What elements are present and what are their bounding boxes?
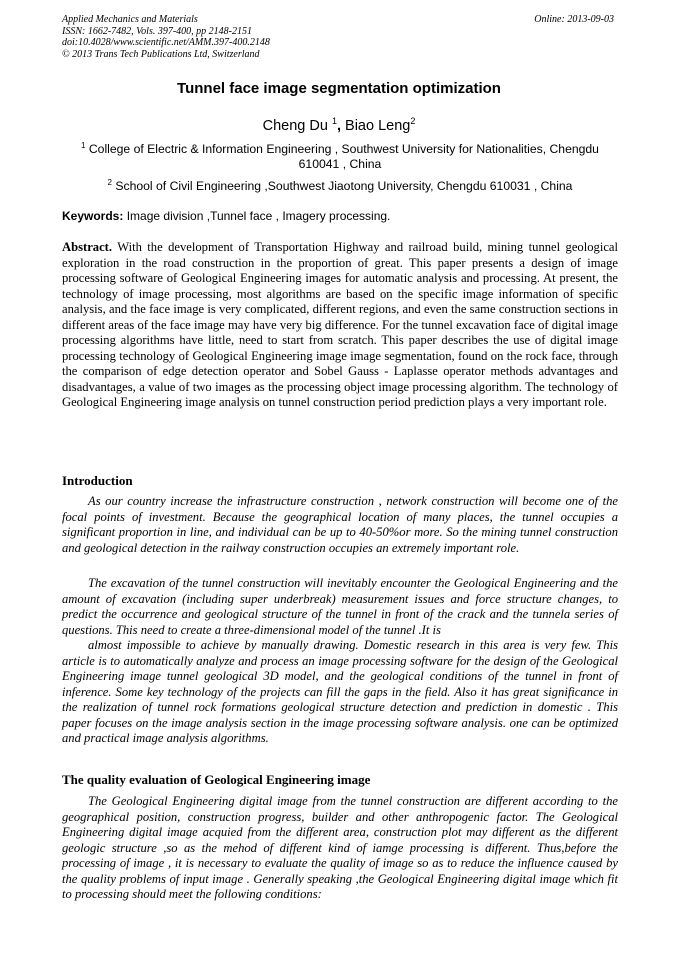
author-line (0, 116, 678, 134)
affiliation-marker: 1 (331, 116, 337, 126)
keywords-line (62, 209, 618, 223)
quality-paragraph-1: The Geological Engineering digital image from the tunnel construction are different according to the geographical position, construction progress, builder and other anthropogenic factor. The Geological Engineering digital image acquied from the different area, construction plot may different as the different geologic structure ,so as the mehod of different kind of iamge processing is different. Thus,before the processing of image , it is necessary to evaluate the quality of image so as to reduce the influence caused by the quality problems of input image . Generally speaking ,the Geological Engineering digital image which fit to processing should meet the following conditions: (62, 794, 618, 901)
paper-title: Tunnel face image segmentation optimization (177, 80, 501, 97)
intro-paragraph-2 (62, 576, 618, 747)
intro-paragraph-2-part-a: The excavation of the tunnel construction will inevitably encounter the Geological Engineering and the amount of excavation (including super underbreak) measurement issues and force structure changes, to predict the occurrence and geological structure of the tunnel in front of the crack and the tunnela series of questions. This need to create a three-dimensional model of the tunnel .It is (62, 576, 618, 637)
journal-name: Applied Mechanics and Materials (62, 14, 198, 25)
issn-line: ISSN: 1662-7482, Vols. 397-400, pp 2148-2151 (62, 25, 252, 37)
affiliation-number: 1 (81, 141, 86, 150)
online-date: Online: 2013-09-03 (534, 14, 614, 25)
author-separator: , (336, 117, 341, 134)
copyright-line: © 2013 Trans Tech Publications Ltd, Switzerland (62, 48, 260, 60)
doi-line[interactable]: doi:10.4028/www.scientific.net/AMM.397-400.2148 (62, 37, 270, 48)
abstract-paragraph (62, 240, 618, 411)
intro-paragraph-2-part-b: almost impossible to achieve by manually drawing. Domestic research in this area is very few. This article is to automatically analyze and process an image processing software for the design of the Geological Engineering image tunnel geological 3D model, and the geological conditions of the tunnel in front of inference. Some key technology of the projects can fill the gaps in the field. Also it has great significance in the realization of tunnel rock formations geological structure detection and prediction in domestic . This paper focuses on the image analysis section in the image processing software analysis. one can be optimized and practical image analysis algorithms. (62, 638, 618, 745)
author-name: Biao Leng (345, 117, 411, 134)
affiliation-number: 2 (107, 178, 112, 187)
affiliation-1 (62, 138, 618, 172)
keywords-label: Keywords: (62, 209, 124, 223)
journal-header (62, 14, 618, 60)
author-name: Cheng Du (262, 117, 328, 134)
abstract-text: With the development of Transportation Highway and railroad build, mining tunnel geological exploration in the road construction in the proportion of great. This paper presents a design of image processing software of Geological Engineering images for automatic analysis and processing. At present, the technology of image processing, most algorithms are based on the specific image information of specific analysis, and the face image is very complicated, different regions, and even the same construction sections in different areas of the face image may have very big difference. For the tunnel excavation face of digital image processing algorithms have little, need to start from scratch. This paper describes the use of digital image processing technology of Geological Engineering image image segmentation, found on the rock face, through the comparison of edge detection operator and Sobel Gauss - Laplasse operator methods advantages and disadvantages, a value of two images as the processing object image processing algorithm. The technology of Geological Engineering image analysis on tunnel construction period prediction plays a very important role. (62, 240, 618, 409)
affiliation-2 (62, 175, 618, 194)
intro-paragraph-1: As our country increase the infrastructure construction , network construction will become one of the focal points of investment. Because the geographical location of many places, the tunnel occupies a significant proportion in line, and individual can be up to 40-50%or more. So the mining tunnel construction and geological detection in the railway construction occupies an extremely important role. (62, 494, 618, 555)
affiliation-text: College of Electric & Information Engineering , Southwest University for Nationalities, Chengdu 610041 , China (88, 142, 599, 172)
abstract-label: Abstract. (62, 240, 113, 254)
affiliation-text: School of Civil Engineering ,Southwest Jiaotong University, Chengdu 610031 , China (115, 179, 573, 194)
keywords-text: Image division ,Tunnel face , Imagery processing. (126, 209, 391, 223)
section-heading-introduction: Introduction (62, 473, 133, 488)
affiliation-marker: 2 (410, 116, 416, 126)
section-heading-quality: The quality evaluation of Geological Engineering image (62, 772, 371, 787)
